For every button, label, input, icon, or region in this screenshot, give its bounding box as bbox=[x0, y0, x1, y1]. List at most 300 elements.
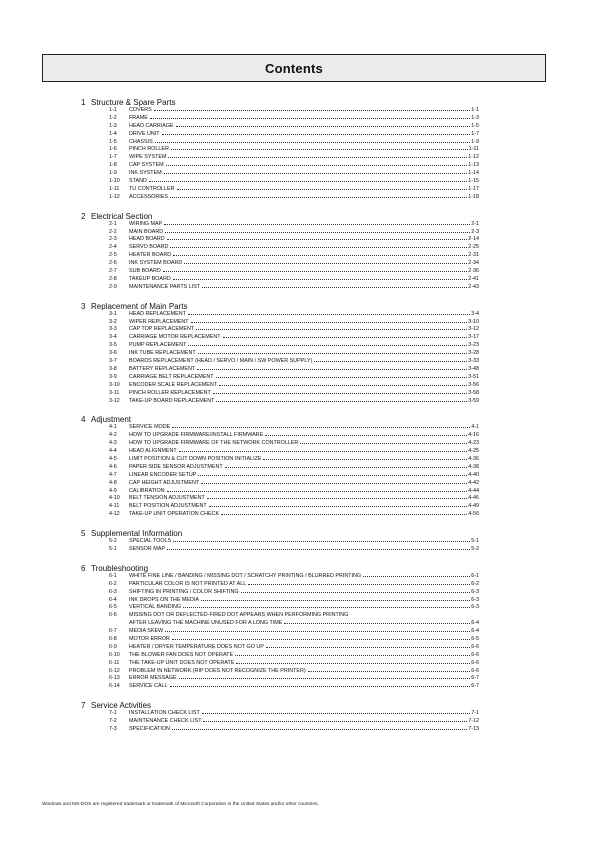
entry-title: STAND bbox=[129, 178, 147, 185]
toc-section bbox=[81, 529, 479, 554]
toc-entry[interactable] bbox=[109, 573, 479, 581]
entry-page: 3-12 bbox=[468, 326, 479, 333]
entry-title: HOW TO UPGRADE FIRMWARE/INSTALL FIRMWARE bbox=[129, 432, 264, 439]
section-heading[interactable] bbox=[81, 529, 479, 538]
entry-number: 2-8 bbox=[109, 275, 117, 282]
entry-number: 6-3 bbox=[109, 588, 117, 595]
entry-number: 4-2 bbox=[109, 432, 117, 439]
toc-entry[interactable] bbox=[109, 342, 479, 350]
entry-page: 2-34 bbox=[468, 260, 479, 267]
dot-leader bbox=[183, 606, 470, 608]
toc-entry[interactable] bbox=[109, 652, 479, 660]
dot-leader bbox=[236, 662, 470, 664]
entry-number: 1-10 bbox=[109, 178, 120, 185]
dot-leader bbox=[213, 392, 467, 394]
dot-leader bbox=[165, 231, 470, 233]
entry-page: 1-12 bbox=[468, 154, 479, 161]
dot-leader bbox=[173, 278, 467, 280]
entry-page: 3-51 bbox=[468, 373, 479, 380]
toc-entry[interactable] bbox=[109, 123, 479, 131]
entry-page: 4-44 bbox=[468, 487, 479, 494]
dot-leader bbox=[170, 685, 471, 687]
entry-number: 1-5 bbox=[109, 138, 117, 145]
entry-title: SERVICE MODE bbox=[129, 424, 171, 431]
dot-leader bbox=[177, 188, 468, 190]
toc-entry[interactable] bbox=[109, 581, 479, 589]
entry-page: 3-28 bbox=[468, 350, 479, 357]
dot-leader bbox=[179, 450, 468, 452]
dot-leader bbox=[173, 540, 470, 542]
section-gap bbox=[81, 519, 479, 529]
toc-entry[interactable] bbox=[109, 178, 479, 186]
entry-page: 1-13 bbox=[468, 162, 479, 169]
entry-page: 6-6 bbox=[471, 667, 479, 674]
entry-number: 6-2 bbox=[109, 580, 117, 587]
entry-title: TAKE-UP UNIT OPERATION CHECK bbox=[129, 511, 220, 518]
dot-leader bbox=[155, 141, 471, 143]
toc-entry[interactable] bbox=[109, 660, 479, 668]
toc-entry[interactable] bbox=[109, 115, 479, 123]
toc-entry[interactable] bbox=[109, 311, 479, 319]
toc-entry[interactable] bbox=[109, 538, 479, 546]
toc-entry[interactable] bbox=[109, 284, 479, 292]
dot-leader bbox=[154, 109, 470, 111]
dot-leader bbox=[168, 156, 467, 158]
entry-title: ACCESSORIES bbox=[129, 193, 168, 200]
toc-entry[interactable] bbox=[109, 495, 479, 503]
toc-entry[interactable] bbox=[109, 170, 479, 178]
toc-entry[interactable] bbox=[109, 374, 479, 382]
section-number: 2 bbox=[81, 211, 86, 221]
entry-number: 4-8 bbox=[109, 479, 117, 486]
entry-title: LINEAR ENCODER SETUP bbox=[129, 471, 197, 478]
entry-title: SERVO BOARD bbox=[129, 244, 169, 251]
entry-page: 2-1 bbox=[471, 220, 479, 227]
dot-leader bbox=[198, 474, 467, 476]
toc-section bbox=[81, 212, 479, 292]
entry-title: MOTOR ERROR bbox=[129, 636, 170, 642]
entry-number: 1-4 bbox=[109, 130, 117, 137]
entry-title: PARTICULAR COLOR IS NOT PRINTED AT ALL bbox=[129, 580, 247, 587]
dot-leader bbox=[235, 654, 470, 656]
section-heading[interactable] bbox=[81, 212, 479, 221]
dot-leader bbox=[179, 677, 471, 679]
entry-page: 7-1 bbox=[471, 710, 479, 717]
table-of-contents bbox=[81, 98, 479, 734]
entry-title: SPECIAL TOOLS bbox=[129, 538, 172, 545]
entry-title: ERROR MESSAGE bbox=[129, 675, 177, 682]
entry-number: 4-11 bbox=[109, 503, 120, 510]
entry-title: HEATER BOARD bbox=[129, 252, 172, 259]
dot-leader bbox=[203, 720, 467, 722]
toc-entry[interactable] bbox=[109, 424, 479, 432]
entry-title: CAP TOP REPLACEMENT bbox=[129, 326, 195, 333]
entry-number: 4-3 bbox=[109, 440, 117, 447]
dot-leader bbox=[202, 286, 467, 288]
entry-number: 4-7 bbox=[109, 471, 117, 478]
toc-entry[interactable] bbox=[109, 390, 479, 398]
section-number: 5 bbox=[81, 529, 86, 539]
entry-page: 1-15 bbox=[468, 178, 479, 185]
entry-number: 3-6 bbox=[109, 350, 117, 357]
entry-number: 2-5 bbox=[109, 252, 117, 259]
dot-leader bbox=[266, 646, 470, 648]
entry-page: 7-12 bbox=[468, 718, 479, 725]
toc-entry[interactable] bbox=[109, 503, 479, 511]
entry-title: CHASSIS bbox=[129, 138, 153, 145]
toc-entry[interactable] bbox=[109, 683, 479, 691]
section-title: Adjustment bbox=[91, 415, 132, 425]
dot-leader bbox=[164, 172, 468, 174]
entry-page: 4-16 bbox=[468, 432, 479, 439]
dot-leader bbox=[196, 328, 467, 330]
entry-title: TAKEUP BOARD bbox=[129, 275, 171, 282]
entry-number: 4-5 bbox=[109, 455, 117, 462]
toc-entry[interactable] bbox=[109, 236, 479, 244]
toc-section bbox=[81, 701, 479, 734]
trademark-footnote: Windows and MS-DOS are registered trademark or trademark of Microsoft Corporation in the United States and/or other countries. bbox=[42, 802, 319, 807]
toc-entry[interactable] bbox=[109, 221, 479, 229]
entry-title: LIMIT POSITION & CUT DOWN POSITION INITIALIZE bbox=[129, 455, 262, 462]
entry-title: CALIBRATION bbox=[129, 487, 165, 494]
entry-number: 4-1 bbox=[109, 424, 117, 431]
entry-number: 1-6 bbox=[109, 146, 117, 153]
dot-leader bbox=[173, 254, 467, 256]
section-heading[interactable] bbox=[81, 415, 479, 424]
entry-title: HEAD CARRIAGE bbox=[129, 122, 174, 129]
toc-entry[interactable] bbox=[109, 448, 479, 456]
entry-title: PAPER SIDE SENSOR ADJUSTMENT bbox=[129, 463, 223, 470]
toc-entry[interactable] bbox=[109, 194, 479, 202]
entry-number: 1-12 bbox=[109, 193, 120, 200]
toc-entry[interactable] bbox=[109, 358, 479, 366]
entry-page: 2-41 bbox=[468, 275, 479, 282]
entry-page: 4-23 bbox=[468, 440, 479, 447]
entry-number: 1-7 bbox=[109, 154, 117, 161]
entry-number: 3-1 bbox=[109, 310, 117, 317]
entry-number: 1-11 bbox=[109, 185, 120, 192]
toc-entry[interactable] bbox=[109, 511, 479, 519]
toc-entry[interactable] bbox=[109, 366, 479, 374]
toc-entry[interactable] bbox=[109, 456, 479, 464]
toc-entry[interactable] bbox=[109, 229, 479, 237]
entry-page: 6-6 bbox=[471, 643, 479, 650]
entry-title: CAP HEIGHT ADJUSTMENT bbox=[129, 479, 200, 486]
section-number: 4 bbox=[81, 415, 86, 425]
entry-page: 3-23 bbox=[468, 342, 479, 349]
section-gap bbox=[81, 691, 479, 701]
entry-number: 6-11 bbox=[109, 659, 120, 666]
entry-title: HEAD BOARD bbox=[129, 236, 165, 243]
toc-entry[interactable] bbox=[109, 464, 479, 472]
entry-page: 6-5 bbox=[471, 636, 479, 642]
dot-leader bbox=[225, 466, 468, 468]
entry-page: 6-4 bbox=[471, 620, 479, 627]
entry-title: THE TAKE-UP UNIT DOES NOT OPERATE bbox=[129, 659, 235, 666]
entry-page: 1-11 bbox=[468, 146, 479, 153]
entry-title: INK SYSTEM BOARD bbox=[129, 260, 183, 267]
dot-leader bbox=[216, 376, 468, 378]
entry-title-wrap bbox=[129, 612, 479, 628]
entry-title: CAP SYSTEM bbox=[129, 162, 164, 169]
toc-entry[interactable] bbox=[109, 644, 479, 652]
entry-title: BELT POSITION ADJUSTMENT bbox=[129, 503, 207, 510]
toc-entry[interactable] bbox=[109, 244, 479, 252]
toc-entry[interactable] bbox=[109, 675, 479, 683]
entry-number: 5-2 bbox=[109, 538, 117, 545]
dot-leader bbox=[191, 321, 468, 323]
toc-entry[interactable] bbox=[109, 440, 479, 448]
toc-entry[interactable] bbox=[109, 398, 479, 406]
entry-number: 4-6 bbox=[109, 463, 117, 470]
entry-page: 3-10 bbox=[468, 318, 479, 325]
dot-leader bbox=[188, 344, 467, 346]
dot-leader bbox=[197, 368, 467, 370]
dot-leader bbox=[184, 262, 467, 264]
entry-number: 3-2 bbox=[109, 318, 117, 325]
entry-number: 6-6 bbox=[109, 612, 117, 619]
entry-title: MAIN BOARD bbox=[129, 228, 164, 235]
entry-number: 4-10 bbox=[109, 495, 120, 502]
dot-leader bbox=[216, 400, 467, 402]
entry-number: 7-1 bbox=[109, 710, 117, 717]
entry-title: BELT TENSION ADJUSTMENT bbox=[129, 495, 205, 502]
entry-page: 4-49 bbox=[468, 503, 479, 510]
entry-title: WIRING MAP bbox=[129, 220, 163, 227]
entry-number: 6-10 bbox=[109, 651, 120, 658]
dot-leader bbox=[171, 148, 468, 150]
entry-number: 2-1 bbox=[109, 220, 117, 227]
entry-number: 6-14 bbox=[109, 683, 120, 690]
dot-leader bbox=[308, 670, 470, 672]
toc-entry[interactable] bbox=[109, 252, 479, 260]
entry-title: CARRIAGE BELT REPLACEMENT bbox=[129, 373, 214, 380]
entry-title: DRIVE UNIT bbox=[129, 130, 160, 137]
toc-section bbox=[81, 415, 479, 519]
entry-title: SUB BOARD bbox=[129, 268, 161, 275]
dot-leader bbox=[188, 313, 470, 315]
dot-leader bbox=[300, 442, 467, 444]
toc-entry[interactable] bbox=[109, 186, 479, 194]
entry-page: 5-2 bbox=[471, 545, 479, 552]
entry-title: INSTALLATION CHECK LIST bbox=[129, 710, 200, 717]
entry-number: 6-7 bbox=[109, 628, 117, 635]
entry-page: 4-36 bbox=[468, 455, 479, 462]
section-title: Replacement of Main Parts bbox=[91, 301, 188, 311]
entry-page: 4-25 bbox=[468, 448, 479, 455]
dot-leader bbox=[166, 164, 468, 166]
entry-number: 3-10 bbox=[109, 381, 120, 388]
entry-title: SENSOR MAP bbox=[129, 545, 165, 552]
dot-leader bbox=[202, 712, 470, 714]
entry-number: 7-2 bbox=[109, 718, 117, 725]
entry-page: 6-2 bbox=[471, 580, 479, 587]
section-heading[interactable] bbox=[81, 302, 479, 311]
entry-title: THE BLOWER FAN DOES NOT OPERATE bbox=[129, 651, 234, 658]
entry-title: VERTICAL BANDING bbox=[129, 604, 182, 611]
toc-entry[interactable] bbox=[109, 276, 479, 284]
toc-entry[interactable] bbox=[109, 597, 479, 605]
entry-title: HEATER / DRYER TEMPERATURE DOES NOT GO UP bbox=[129, 643, 264, 650]
toc-entry[interactable] bbox=[109, 604, 479, 612]
entry-number: 6-8 bbox=[109, 636, 117, 642]
entry-page: 1-1 bbox=[471, 107, 479, 113]
toc-entry[interactable] bbox=[109, 319, 479, 327]
dot-leader bbox=[207, 497, 467, 499]
dot-leader bbox=[198, 352, 468, 354]
section-number: 3 bbox=[81, 301, 86, 311]
toc-entry[interactable] bbox=[109, 710, 479, 718]
entry-page: 4-40 bbox=[468, 471, 479, 478]
toc-entry[interactable] bbox=[109, 107, 479, 115]
toc-entry[interactable] bbox=[109, 546, 479, 554]
dot-leader bbox=[314, 360, 467, 362]
toc-entry[interactable] bbox=[109, 612, 479, 628]
entry-page: 2-3 bbox=[471, 228, 479, 235]
entry-title: PINCH ROLLER bbox=[129, 146, 169, 153]
toc-section bbox=[81, 98, 479, 202]
entry-title: HEAD REPLACEMENT bbox=[129, 310, 186, 317]
toc-entry[interactable] bbox=[109, 472, 479, 480]
dot-leader bbox=[170, 196, 467, 198]
entry-page: 6-7 bbox=[471, 683, 479, 690]
entry-page: 6-3 bbox=[471, 588, 479, 595]
entry-number: 1-9 bbox=[109, 170, 117, 177]
entry-number: 1-8 bbox=[109, 162, 117, 169]
section-gap bbox=[81, 554, 479, 564]
entry-number: 6-12 bbox=[109, 667, 120, 674]
entry-page: 5-1 bbox=[471, 538, 479, 545]
entry-title: COVERS bbox=[129, 107, 152, 113]
toc-entry[interactable] bbox=[109, 488, 479, 496]
entry-number: 1-3 bbox=[109, 122, 117, 129]
toc-entry[interactable] bbox=[109, 146, 479, 154]
dot-leader bbox=[284, 622, 470, 624]
toc-entry[interactable] bbox=[109, 432, 479, 440]
entry-title: SERVICE CALL bbox=[129, 683, 168, 690]
dot-leader bbox=[248, 583, 470, 585]
entry-title: HOW TO UPGRADE FIRMWARE OF THE NETWORK CONTROLLER bbox=[129, 440, 299, 447]
entry-number: 4-4 bbox=[109, 448, 117, 455]
entry-title: BOARDS REPLACEMENT (HEAD / SERVO / MAIN / SW POWER SUPPLY) bbox=[129, 358, 313, 365]
entry-title: MAINTENANCE CHECK LIST bbox=[129, 718, 202, 725]
entry-page: 4-46 bbox=[468, 495, 479, 502]
dot-leader bbox=[209, 505, 468, 507]
entry-title: FRAME bbox=[129, 114, 148, 121]
entry-title: SPECIFICATION bbox=[129, 726, 170, 733]
entry-number: 3-12 bbox=[109, 397, 120, 404]
section-heading[interactable] bbox=[81, 701, 479, 710]
dot-leader bbox=[363, 575, 470, 577]
dot-leader bbox=[150, 117, 470, 119]
section-gap bbox=[81, 202, 479, 212]
entry-title: TAKE-UP BOARD REPLACEMENT bbox=[129, 397, 215, 404]
dot-leader bbox=[219, 384, 467, 386]
entry-number: 3-3 bbox=[109, 326, 117, 333]
entry-number: 1-2 bbox=[109, 114, 117, 121]
section-heading[interactable] bbox=[81, 98, 479, 107]
toc-entry[interactable] bbox=[109, 260, 479, 268]
toc-entry[interactable] bbox=[109, 636, 479, 644]
entry-page: 3-56 bbox=[468, 381, 479, 388]
toc-entry[interactable] bbox=[109, 326, 479, 334]
dot-leader bbox=[172, 426, 470, 428]
entry-page: 4-42 bbox=[468, 479, 479, 486]
entry-page: 4-56 bbox=[468, 511, 479, 518]
dot-leader bbox=[162, 133, 471, 135]
entry-number: 5-1 bbox=[109, 545, 117, 552]
entry-title: BATTERY REPLACEMENT bbox=[129, 365, 196, 372]
entry-page: 6-3 bbox=[471, 596, 479, 603]
page-title: Contents bbox=[265, 60, 323, 76]
entry-number: 2-9 bbox=[109, 283, 117, 290]
toc-entry[interactable] bbox=[109, 334, 479, 342]
entry-page: 2-25 bbox=[468, 244, 479, 251]
entry-page: 3-58 bbox=[468, 389, 479, 396]
entry-page: 3-33 bbox=[468, 358, 479, 365]
entry-number: 7-3 bbox=[109, 726, 117, 733]
toc-entry[interactable] bbox=[109, 268, 479, 276]
entry-page: 1-5 bbox=[471, 122, 479, 129]
entry-title: WHITE FINE LINE / BANDING / MISSING DOT / SCRATCHY PRINTING / BLURRED PRINTING bbox=[129, 572, 362, 579]
toc-entry[interactable] bbox=[109, 154, 479, 162]
dot-leader bbox=[201, 599, 470, 601]
entry-page: 3-48 bbox=[468, 365, 479, 372]
entry-number: 3-5 bbox=[109, 342, 117, 349]
entry-number: 2-3 bbox=[109, 236, 117, 243]
entry-title: HEAD ALIGNMENT bbox=[129, 448, 177, 455]
contents-title-box bbox=[42, 54, 546, 82]
entry-title: INK TUBE REPLACEMENT bbox=[129, 350, 196, 357]
dot-leader bbox=[167, 548, 470, 550]
toc-entry[interactable] bbox=[109, 350, 479, 358]
toc-entry[interactable] bbox=[109, 162, 479, 170]
toc-entry[interactable] bbox=[109, 718, 479, 726]
entry-title: WIPER REPLACEMENT bbox=[129, 318, 189, 325]
dot-leader bbox=[241, 591, 471, 593]
entry-number: 2-6 bbox=[109, 260, 117, 267]
entry-page: 7-13 bbox=[468, 726, 479, 733]
entry-title-line2 bbox=[129, 620, 479, 628]
entry-title: INK DROPS ON THE MEDIA bbox=[129, 596, 199, 603]
toc-entry[interactable] bbox=[109, 480, 479, 488]
dot-leader bbox=[176, 125, 471, 127]
toc-entry[interactable] bbox=[109, 726, 479, 734]
entry-page: 6-6 bbox=[471, 651, 479, 658]
toc-entry[interactable] bbox=[109, 668, 479, 676]
dot-leader bbox=[201, 482, 467, 484]
entry-page: 6-4 bbox=[471, 628, 479, 635]
dot-leader bbox=[263, 458, 467, 460]
entry-number: 3-4 bbox=[109, 334, 117, 341]
section-number: 1 bbox=[81, 98, 86, 107]
toc-entry[interactable] bbox=[109, 131, 479, 139]
entry-number: 6-9 bbox=[109, 643, 117, 650]
section-heading[interactable] bbox=[81, 564, 479, 573]
entry-number: 3-7 bbox=[109, 358, 117, 365]
entry-number: 6-5 bbox=[109, 604, 117, 611]
entry-page: 6-3 bbox=[471, 604, 479, 611]
dot-leader bbox=[167, 490, 468, 492]
entry-number: 6-1 bbox=[109, 572, 117, 579]
toc-entry[interactable] bbox=[109, 628, 479, 636]
entry-page: 6-7 bbox=[471, 675, 479, 682]
toc-entry[interactable] bbox=[109, 589, 479, 597]
toc-entry[interactable] bbox=[109, 382, 479, 390]
toc-entry[interactable] bbox=[109, 139, 479, 147]
entry-number: 3-9 bbox=[109, 373, 117, 380]
entry-title: ENCODER SCALE REPLACEMENT bbox=[129, 381, 218, 388]
